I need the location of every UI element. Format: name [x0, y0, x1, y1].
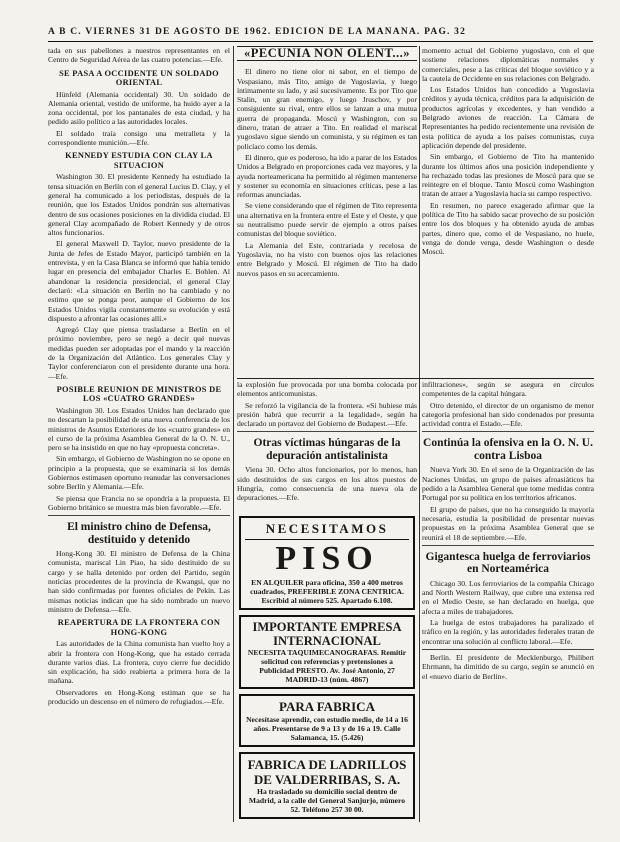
ad-piso-body: EN ALQUILER para oficina, 350 a 400 metros cuadrados, PREFERIBLE ZONA CENTRICA. Escribid al número 525. Apartado 6.108. — [250, 578, 404, 605]
column-right-top — [422, 46, 594, 376]
paragraph: Washington 30. El presidente Kennedy ha estudiado la tensa situación en Berlín con el general Lucius D. Clay, y el general ha comunicado a los periodistas, después de la reunión, que los Estados Unidos pondrán sus alternativas dentro de sus ocasiones posiciones en la dividida ciudad. El general Clay acompañado de Robert Kennedy y de otros altos funcionarios. — [48, 172, 230, 238]
paragraph: Se piensa que Francia no se opondría a la propuesta. El Gobierno británico se muestra más bien favorable.—Efe. — [48, 493, 230, 512]
paragraph: El grupo de países, que no ha conseguido la mayoría necesaria, estudia la posibilidad de presentar nuevas propuestas en la próxima Asamblea General que se reunirá el 18 de septiembre.—Efe. — [422, 504, 594, 542]
ad-fabrica — [239, 694, 415, 747]
column-middle-top — [237, 46, 417, 376]
paragraph: Chicago 30. Los ferroviarios de la compañía Chicago and North Western Railway, que cubre una extensa red en el Medio Oeste, se han declarado en huelga, que afecta a miles de trabajadores. — [422, 578, 594, 616]
paragraph: El general Maxwell D. Taylor, nuevo presidente de la Junta de Jefes de Estado Mayor, participó también en la entrevista, y en la Casa Blanca se informó que había tenido lugar en presencia del embajador Charles E. Bohlen. Al abandonar la residencia presidencial, el general Clay declaró: «La situación en Berlín no ha cambiado y no estimo que se ponga peor, aunque el Gobierno de los Estados Unidos vigila constantemente su evolución y está dispuesto a afrontar las ocasiones allí.» — [48, 239, 230, 323]
paragraph: Agregó Clay que piensa trasladarse a Berlín en el próximo noviembre, pero se negó a decir qué nuevas medidas pueden ser adoptadas por el mando y la reacción de la Organización del Atlántico. Los generales Clay y Taylor conferenciaron con el presidente durante una hora.—Efe. — [48, 325, 230, 381]
ad-ladrillos — [239, 752, 415, 819]
ad-fabrica-title: PARA FABRICA — [279, 699, 375, 714]
paragraph: Washington 30. Los Estados Unidos han declarado que no descartan la posibilidad de una nueva conferencia de los ministros de Asuntos Exteriores de los «cuatro grandes» en el curso de la próxima Asamblea General de la O. N. U., pero se ha insistido en que no hay «propuesta concreta». — [48, 405, 230, 453]
paragraph: Berlín. El presidente de Mecklenburgo, Philibert Ehrmann, ha dimitido de su cargo, según se anunció en el «nuevo diario de Berlín». — [422, 652, 594, 681]
classified-ads — [237, 516, 417, 821]
column-right-bottom — [422, 380, 594, 820]
paragraph: El dinero, que es poderoso, ha ido a parar de los Estados Unidos a Belgrado en proporciones cada vez mayores, y la ayuda norteamericana ha permitido al régimen mantenerse y sostener su economía en situaciones críticas, pese a las reformas anunciadas. — [237, 152, 417, 200]
headline-reapertura: REAPERTURA DE LA FRONTERA CON HONG-KONG — [57, 618, 221, 637]
section-rule — [237, 378, 594, 379]
paragraph: Se reforzó la vigilancia de la frontera. «Si hubiese más presión habrá que recurrir a la legalidad», según ha declarado un portavoz del Gobierno de Budapest.—Efe. — [237, 400, 417, 429]
paragraph: infiltraciones», según se asegura en círculos competentes de la capital húngara. — [422, 380, 594, 399]
headline-victimas: Otras víctimas húngaras de la depuración antistalinista — [253, 437, 401, 462]
paragraph: Las autoridades de la China comunista han vuelto hoy a abrir la frontera con Hong-Kong, que ha estado cerrada durante varios días. La frontera, cuyo cierre fue decidido sin explicación, ha sido reabierta a primera hora de la mañana. — [48, 639, 230, 686]
divider — [422, 649, 594, 650]
paragraph: La Alemania del Este, contrariada y recelosa de Yugoslavia, no ha visto con buenos ojos las relaciones entre Belgrado y Moscú. El régimen de Tito ha dado nuevos pasos en su acercamiento. — [237, 240, 417, 278]
paragraph: Hong-Kong 30. El ministro de Defensa de la China comunista, mariscal Lin Piao, ha sido destituido de su cargo y se halla detenido por orden del Partido, según noticias procedentes de la provincia de Kwangsi, que no han sido confirmadas por fuentes oficiales de Pekín. Las mismas noticias indican que ha sido nombrado un nuevo ministro de Defensa.—Efe. — [48, 549, 230, 614]
paragraph: Observadores en Hong-Kong estiman que se ha producido un descenso en el número de refugiados.—Efe. — [48, 687, 230, 707]
paragraph: El soldado traía consigo una metralleta y la correspondiente munición.—Efe. — [48, 128, 230, 148]
paragraph: momento actual del Gobierno yugoslavo, con el que sostiene relaciones diplomáticas normales y comerciales, pese a las críticas del bloque soviético y a la cautela de Occidente en sus relaciones con Belgrado. — [422, 46, 594, 83]
headline-continua-ofensiva: Continúa la ofensiva en la O. N. U. contra Lisboa — [423, 437, 593, 462]
paragraph: Sin embargo, el Gobierno de Tito ha mantenido durante los últimos años una posición independiente y ha rechazado todas las presiones de Moscú para que se reintegre en el bloque. Tanto Moscú como Washington tratan de atraer a Yugoslavia hacia su campo respectivo. — [422, 152, 594, 199]
paragraph: tada en sus pabellones a nuestros representantes en el Centro de Seguridad Aérea de las cuatro potencias.—Efe. — [48, 46, 230, 65]
paragraph: El dinero no tiene olor ni sabor, en el tiempo de Vespasiano, más Tito, amigo de Yugoslavia, y luego íntimamente su lado, y así sucesivamente. Es por Tito que Stalin, un gran enemigo, y luego Jruschov, y por consiguiente su rival, entre ellos se lanzan a una mutua guerra de propaganda. Moscú y Washington, con su dinero, tratan de atraer a Tito. En realidad el mariscal yugoslavo sigue siendo un comunista, y su régimen es tan policíaco como los demás. — [237, 67, 417, 151]
ad-piso-title: PISO — [275, 540, 379, 577]
running-header: A B C. VIERNES 31 DE AGOSTO DE 1962. EDICION DE LA MAÑANA. PAG. 32 — [48, 27, 593, 42]
ad-empresa-title: IMPORTANTE EMPRESA INTERNACIONAL — [252, 620, 402, 648]
paragraph: Hünfeld (Alemania occidental) 30. Un soldado de Alemania oriental, vestido de uniforme, ha huido ayer a la zona occidental, por los pantanales de esta ciudad, y ha pedido asilo político a las autoridades locales. — [48, 89, 230, 127]
paragraph: En resumen, no parece exagerado afirmar que la política de Tito ha sabido sacar provecho de su posición entre los dos bloques y ha obtenido ayuda de ambas partes, dinero que, como el de Vespasiano, no huele, venga de donde venga, desde Washington o desde Moscú. — [422, 200, 594, 257]
paragraph: La huelga de estos trabajadores ha paralizado el tráfico en la región, y las autoridades federales tratan de encontrar una solución al conflicto laboral.—Efe. — [422, 618, 594, 646]
ad-piso-heading: NECESITAMOS — [245, 521, 409, 540]
ad-empresa-body: NECESITA TAQUIMECANOGRAFAS. Remitir solicitud con referencias y pretensiones a Publicidad PRESTO. Av. José Antonio, 27 MADRID-13 (núm. 4867) — [247, 648, 407, 684]
paragraph: Se viene considerando que el régimen de Tito representa una alternativa en la frontera entre el Este y el Oeste, y que su neutralismo puede servir de ejemplo a otros países comunistas del bloque soviético. — [237, 201, 417, 239]
column-divider — [419, 46, 420, 822]
ad-ladrillos-body: Ha trasladado su domicilio social dentro de Madrid, a la calle del General Sanjurjo, número 52. Teléfono 257 30 00. — [248, 787, 406, 814]
ad-ladrillos-title: FABRICA DE LADRILLOS DE VALDERRIBAS, S. A. — [247, 757, 407, 787]
divider — [422, 545, 594, 546]
headline-soldado: SE PASA A OCCIDENTE UN SOLDADO ORIENTAL — [59, 68, 219, 88]
paragraph: Otro detenido, el director de un organismo de menor categoría profesional han sido condenados por presunta actividad contra el Estado.—Efe. — [422, 400, 594, 429]
divider — [237, 431, 417, 432]
ad-piso — [239, 516, 415, 610]
paragraph: Sin embargo, el Gobierno de Washington no se opone en principio a la propuesta, que se examinaría si los demás Gobiernos estimasen oportuno reanudar las conversaciones sobre Berlín y Alemania.—Efe. — [48, 454, 230, 492]
divider — [48, 515, 230, 516]
ad-fabrica-body: Necesítase aprendiz, con estudio medio, de 14 a 16 años. Presentarse de 9 a 13 y de 16 a 19. Calle Salamanca, 15. (5.426) — [246, 715, 408, 742]
paragraph: Los Estados Unidos han concedido a Yugoslavia créditos y ayuda técnica, créditos para la adquisición de productos agrícolas y excedentes, y han vendido a Belgrado aviones de reacción. La Cámara de Representantes ha pedido recientemente una revisión de esta política de ayuda a los países comunistas, cuya aplicación depende del presidente. — [422, 85, 594, 150]
headline-posible-reunion: POSIBLE REUNION DE MINISTROS DE LOS «CUATRO GRANDES» — [56, 384, 222, 404]
column-middle-bottom — [237, 380, 417, 512]
headline-kennedy: KENNEDY ESTUDIA CON CLAY LA SITUACION — [65, 151, 213, 170]
column-divider — [233, 46, 234, 822]
paragraph: la explosión fue provocada por una bomba colocada por elementos anticomunistas. — [237, 380, 417, 399]
ad-empresa — [239, 615, 415, 689]
divider — [422, 431, 594, 432]
headline-ministro-chino: El ministro chino de Defensa, destituido y detenido — [67, 521, 211, 546]
paragraph: Viena 30. Ocho altos funcionarios, por lo menos, han sido destituidos de sus cargos en los altos puestos de Hungría, como consecuencia de una nueva ola de depuraciones.—Efe. — [237, 465, 417, 503]
headline-pecunia: «PECUNIA NON OLENT...» — [237, 46, 417, 61]
column-left — [48, 46, 230, 822]
paragraph: Nueva York 30. En el seno de la Organización de las Naciones Unidas, un grupo de países afroasiáticos ha pedido a la Asamblea General que tome medidas contra Portugal por su política en los territorios africanos. — [422, 465, 594, 503]
headline-huelga-ferroviarios: Gigantesca huelga de ferroviarios en Norteamérica — [425, 550, 591, 576]
